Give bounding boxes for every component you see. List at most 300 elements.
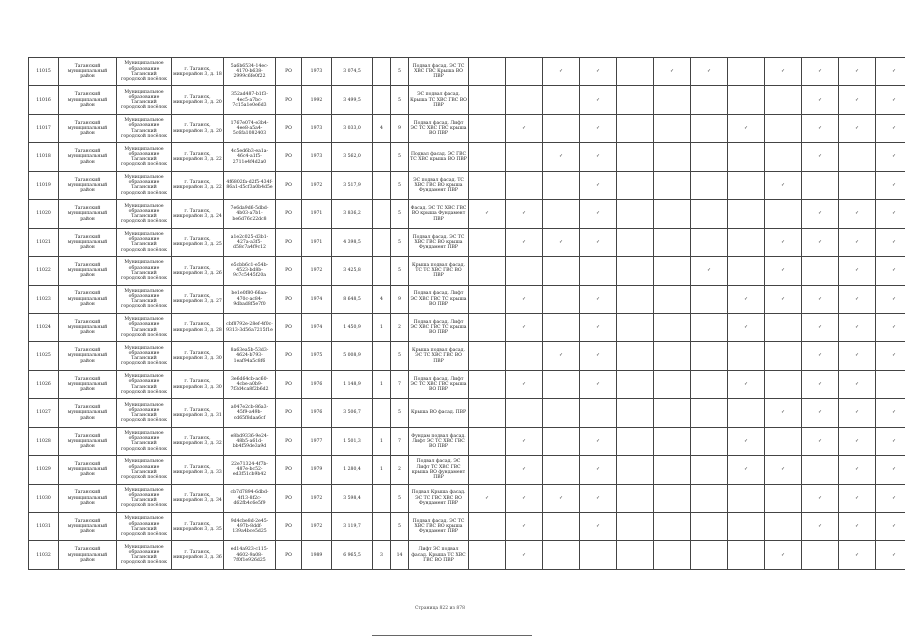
works-list: Подвал фасад. ЭС ТС ХВС ГВС ВО крыша Фундамент ПВР xyxy=(409,513,469,541)
empty-check-cell xyxy=(469,399,506,427)
empty-check-cell xyxy=(839,171,876,199)
empty-check-cell xyxy=(654,313,691,341)
empty-check-cell xyxy=(506,342,543,370)
district-name: Таганский муниципальный район xyxy=(59,342,117,370)
check-mark-icon: ✓ xyxy=(506,370,543,398)
area-value: 6 965,5 xyxy=(332,541,373,569)
check-mark-icon: ✓ xyxy=(580,370,617,398)
district-name: Таганский муниципальный район xyxy=(59,541,117,569)
empty-check-cell xyxy=(469,257,506,285)
house-guid: 4f6802fa-d2f5-434f-86a1-d5cf3a0b4d5e xyxy=(224,171,276,199)
empty-check-cell xyxy=(543,285,580,313)
empty-check-cell xyxy=(543,456,580,484)
works-list: Подвал фасад. ЭС ГВС ТС ХВС крыша ВО ПВР xyxy=(409,143,469,171)
empty-check-cell xyxy=(543,86,580,114)
row-number: 11022 xyxy=(29,257,59,285)
check-mark-icon: ✓ xyxy=(506,285,543,313)
check-mark-icon: ✓ xyxy=(802,228,839,256)
owner-name: Муниципальное образование Таганский городской посёлок xyxy=(117,200,172,228)
lifts-count xyxy=(373,228,391,256)
empty-check-cell xyxy=(728,143,765,171)
owner-name: Муниципальное образование Таганский городской посёлок xyxy=(117,513,172,541)
lifts-count: 3 xyxy=(373,541,391,569)
empty-check-cell xyxy=(876,370,905,398)
check-mark-icon: ✓ xyxy=(876,285,905,313)
table-row xyxy=(29,171,905,199)
works-list: Подвал Крыша фасад. ЭС ТС ГВС ХВС ВО Фундамент ПВР xyxy=(409,484,469,512)
row-number: 11024 xyxy=(29,313,59,341)
row-number: 11020 xyxy=(29,200,59,228)
empty-check-cell xyxy=(691,171,728,199)
works-list: Крыша подвал фасад. ТС ТС ХВС ГВС ВО ПВР xyxy=(409,257,469,285)
table-row xyxy=(29,342,905,370)
floors-count: 5 xyxy=(391,228,409,256)
area-value: 4 398,5 xyxy=(332,228,373,256)
lifts-count: 4 xyxy=(373,285,391,313)
check-mark-icon: ✓ xyxy=(802,143,839,171)
empty-check-cell xyxy=(654,171,691,199)
empty-check-cell xyxy=(691,513,728,541)
empty-check-cell xyxy=(691,370,728,398)
check-mark-icon: ✓ xyxy=(469,200,506,228)
empty-check-cell xyxy=(654,143,691,171)
empty-check-cell xyxy=(691,285,728,313)
form-code: РО xyxy=(276,228,302,256)
address: г. Таганск, микрорайон 3, д. 27 xyxy=(172,285,224,313)
row-number: 11015 xyxy=(29,58,59,86)
build-year: 1992 xyxy=(302,86,332,114)
check-mark-icon: ✓ xyxy=(839,86,876,114)
empty-check-cell xyxy=(802,257,839,285)
works-list: Подвал фасад. ЭС Лифт ТС ХВС ГВС крыша ВО фундамент ПВР xyxy=(409,456,469,484)
check-mark-icon: ✓ xyxy=(580,285,617,313)
check-mark-icon: ✓ xyxy=(839,342,876,370)
check-mark-icon: ✓ xyxy=(876,86,905,114)
row-number: 11028 xyxy=(29,427,59,455)
empty-check-cell xyxy=(506,399,543,427)
empty-check-cell xyxy=(543,541,580,569)
empty-check-cell xyxy=(543,257,580,285)
works-list: Подвал фасад. Лифт ЭС ТС ХВС ГВС крыша ВО ПВР xyxy=(409,114,469,142)
check-mark-icon: ✓ xyxy=(506,313,543,341)
owner-name: Муниципальное образование Таганский городской посёлок xyxy=(117,58,172,86)
empty-check-cell xyxy=(691,456,728,484)
table-row xyxy=(29,58,905,86)
empty-check-cell xyxy=(617,342,654,370)
empty-check-cell xyxy=(469,228,506,256)
works-list: Подвал фасад. Лифт ЭС ТС ХВС ГВС крыша ВО ПВР xyxy=(409,370,469,398)
empty-check-cell xyxy=(654,114,691,142)
row-number: 11021 xyxy=(29,228,59,256)
check-mark-icon: ✓ xyxy=(876,114,905,142)
check-mark-icon: ✓ xyxy=(802,427,839,455)
empty-check-cell xyxy=(617,171,654,199)
row-number: 11017 xyxy=(29,114,59,142)
check-mark-icon: ✓ xyxy=(839,456,876,484)
house-guid: 5a6b6534-14ec-4170-b638-2999c6fe0f22 xyxy=(224,58,276,86)
area-value: 1 148,9 xyxy=(332,370,373,398)
lifts-count: 1 xyxy=(373,456,391,484)
empty-check-cell xyxy=(469,342,506,370)
form-code: РО xyxy=(276,257,302,285)
lifts-count xyxy=(373,200,391,228)
check-mark-icon: ✓ xyxy=(580,200,617,228)
empty-check-cell xyxy=(691,313,728,341)
check-mark-icon: ✓ xyxy=(691,257,728,285)
empty-check-cell xyxy=(469,143,506,171)
owner-name: Муниципальное образование Таганский городской посёлок xyxy=(117,456,172,484)
empty-check-cell xyxy=(469,86,506,114)
check-mark-icon: ✓ xyxy=(876,342,905,370)
owner-name: Муниципальное образование Таганский городской посёлок xyxy=(117,541,172,569)
empty-check-cell xyxy=(728,86,765,114)
build-year: 1972 xyxy=(302,257,332,285)
check-mark-icon: ✓ xyxy=(802,200,839,228)
house-guid: 7e6da9d6-5dbd-4b03-a7b1-be6d76c22dc8 xyxy=(224,200,276,228)
check-mark-icon: ✓ xyxy=(765,285,802,313)
empty-check-cell xyxy=(469,541,506,569)
table-row xyxy=(29,541,905,569)
address: г. Таганск, микрорайон 3, д. 20 xyxy=(172,114,224,142)
area-value: 3 517,9 xyxy=(332,171,373,199)
house-guid: 352ad487-b1f3-4ec5-a7bc-7c15a1e0e6d3 xyxy=(224,86,276,114)
empty-check-cell xyxy=(543,200,580,228)
district-name: Таганский муниципальный район xyxy=(59,114,117,142)
floors-count: 2 xyxy=(391,456,409,484)
table-row xyxy=(29,86,905,114)
empty-check-cell xyxy=(469,114,506,142)
empty-check-cell xyxy=(802,456,839,484)
empty-check-cell xyxy=(506,257,543,285)
lifts-count: 1 xyxy=(373,427,391,455)
empty-check-cell xyxy=(728,58,765,86)
check-mark-icon: ✓ xyxy=(580,513,617,541)
works-list: Крыша ВО фасад. ПВР xyxy=(409,399,469,427)
house-guid: 8a63ea5b-53d3-4624-b793-1eaf94a5c8f6 xyxy=(224,342,276,370)
area-value: 3 506,7 xyxy=(332,399,373,427)
empty-check-cell xyxy=(617,285,654,313)
check-mark-icon: ✓ xyxy=(728,370,765,398)
check-mark-icon: ✓ xyxy=(691,58,728,86)
floors-count: 5 xyxy=(391,257,409,285)
check-mark-icon: ✓ xyxy=(802,285,839,313)
check-mark-icon: ✓ xyxy=(876,399,905,427)
district-name: Таганский муниципальный район xyxy=(59,427,117,455)
empty-check-cell xyxy=(728,257,765,285)
check-mark-icon: ✓ xyxy=(506,541,543,569)
check-mark-icon: ✓ xyxy=(802,114,839,142)
check-mark-icon: ✓ xyxy=(469,484,506,512)
empty-check-cell xyxy=(617,114,654,142)
check-mark-icon: ✓ xyxy=(839,370,876,398)
works-list: Крыша подвал фасад. ЭС ТС ХВС ГВС ВО ПВР xyxy=(409,342,469,370)
row-number: 11030 xyxy=(29,484,59,512)
form-code: РО xyxy=(276,313,302,341)
form-code: РО xyxy=(276,285,302,313)
works-list: Подвал фасад. Лифт ЭС ХВС ГВС ТС крыша ВО ПВР xyxy=(409,285,469,313)
build-year: 1971 xyxy=(302,228,332,256)
area-value: 1 501,3 xyxy=(332,427,373,455)
check-mark-icon: ✓ xyxy=(580,143,617,171)
check-mark-icon: ✓ xyxy=(839,228,876,256)
works-list: Подвал фасад. Лифт ЭС ХВС ГВС ТС крыша ВО ПВР xyxy=(409,313,469,341)
empty-check-cell xyxy=(617,513,654,541)
table-row xyxy=(29,370,905,398)
check-mark-icon: ✓ xyxy=(839,427,876,455)
check-mark-icon: ✓ xyxy=(506,456,543,484)
check-mark-icon: ✓ xyxy=(876,200,905,228)
form-code: РО xyxy=(276,484,302,512)
check-mark-icon: ✓ xyxy=(839,513,876,541)
check-mark-icon: ✓ xyxy=(580,342,617,370)
empty-check-cell xyxy=(617,541,654,569)
build-year: 1979 xyxy=(302,456,332,484)
row-number: 11026 xyxy=(29,370,59,398)
district-name: Таганский муниципальный район xyxy=(59,285,117,313)
empty-check-cell xyxy=(506,171,543,199)
floors-count: 5 xyxy=(391,143,409,171)
empty-check-cell xyxy=(839,143,876,171)
check-mark-icon: ✓ xyxy=(765,58,802,86)
address: г. Таганск, микрорайон 3, д. 36 xyxy=(172,541,224,569)
empty-check-cell xyxy=(654,427,691,455)
owner-name: Муниципальное образование Таганский городской посёлок xyxy=(117,399,172,427)
district-name: Таганский муниципальный район xyxy=(59,171,117,199)
build-year: 1973 xyxy=(302,58,332,86)
row-number: 11019 xyxy=(29,171,59,199)
address: г. Таганск, микрорайон 3, д. 24 xyxy=(172,200,224,228)
empty-check-cell xyxy=(617,257,654,285)
table-row xyxy=(29,313,905,341)
district-name: Таганский муниципальный район xyxy=(59,399,117,427)
house-guid: a047e2cb-86a3-45f9-a49b-cd65f8daa6cf xyxy=(224,399,276,427)
owner-name: Муниципальное образование Таганский городской посёлок xyxy=(117,114,172,142)
area-value: 3 598,4 xyxy=(332,484,373,512)
check-mark-icon: ✓ xyxy=(728,427,765,455)
floors-count: 2 xyxy=(391,313,409,341)
empty-check-cell xyxy=(469,285,506,313)
empty-check-cell xyxy=(728,200,765,228)
district-name: Таганский муниципальный район xyxy=(59,370,117,398)
check-mark-icon: ✓ xyxy=(876,427,905,455)
district-name: Таганский муниципальный район xyxy=(59,313,117,341)
build-year: 1977 xyxy=(302,427,332,455)
floors-count: 9 xyxy=(391,285,409,313)
owner-name: Муниципальное образование Таганский городской посёлок xyxy=(117,228,172,256)
lifts-count xyxy=(373,342,391,370)
floors-count: 5 xyxy=(391,58,409,86)
check-mark-icon: ✓ xyxy=(876,228,905,256)
register-table xyxy=(28,57,905,570)
form-code: РО xyxy=(276,143,302,171)
check-mark-icon: ✓ xyxy=(839,399,876,427)
check-mark-icon: ✓ xyxy=(839,58,876,86)
build-year: 1972 xyxy=(302,484,332,512)
check-mark-icon: ✓ xyxy=(543,484,580,512)
check-mark-icon: ✓ xyxy=(765,171,802,199)
empty-check-cell xyxy=(765,313,802,341)
empty-check-cell xyxy=(691,427,728,455)
district-name: Таганский муниципальный район xyxy=(59,456,117,484)
check-mark-icon: ✓ xyxy=(765,399,802,427)
address: г. Таганск, микрорайон 3, д. 30 xyxy=(172,342,224,370)
check-mark-icon: ✓ xyxy=(802,370,839,398)
table-row xyxy=(29,427,905,455)
empty-check-cell xyxy=(469,370,506,398)
empty-check-cell xyxy=(765,114,802,142)
empty-check-cell xyxy=(654,370,691,398)
check-mark-icon: ✓ xyxy=(839,285,876,313)
check-mark-icon: ✓ xyxy=(802,513,839,541)
lifts-count xyxy=(373,143,391,171)
lifts-count: 4 xyxy=(373,114,391,142)
check-mark-icon: ✓ xyxy=(876,143,905,171)
check-mark-icon: ✓ xyxy=(876,513,905,541)
works-list: Подвал фасад. ЭС ТС ХВС ГВС Крыша ВО ПВР xyxy=(409,58,469,86)
address: г. Таганск, микрорайон 3, д. 34 xyxy=(172,484,224,512)
check-mark-icon: ✓ xyxy=(543,228,580,256)
empty-check-cell xyxy=(691,541,728,569)
house-guid: 9d4cbe8d-2e45-497b-8ddf-139a4bce5d25 xyxy=(224,513,276,541)
owner-name: Муниципальное образование Таганский городской посёлок xyxy=(117,257,172,285)
row-number: 11029 xyxy=(29,456,59,484)
area-value: 3 562,0 xyxy=(332,143,373,171)
empty-check-cell xyxy=(469,58,506,86)
owner-name: Муниципальное образование Таганский городской посёлок xyxy=(117,86,172,114)
area-value: 8 648,5 xyxy=(332,285,373,313)
lifts-count xyxy=(373,513,391,541)
form-code: РО xyxy=(276,86,302,114)
floors-count: 9 xyxy=(391,114,409,142)
row-number: 11031 xyxy=(29,513,59,541)
table-row xyxy=(29,513,905,541)
area-value: 3 033,0 xyxy=(332,114,373,142)
address: г. Таганск, микрорайон 3, д. 20 xyxy=(172,86,224,114)
empty-check-cell xyxy=(654,228,691,256)
lifts-count xyxy=(373,484,391,512)
address: г. Таганск, микрорайон 3, д. 33 xyxy=(172,456,224,484)
lifts-count xyxy=(373,58,391,86)
build-year: 1974 xyxy=(302,285,332,313)
house-guid: 22e71324-4f7b-487e-bc52-ed3f51cb9b42 xyxy=(224,456,276,484)
build-year: 1971 xyxy=(302,200,332,228)
check-mark-icon: ✓ xyxy=(580,114,617,142)
check-mark-icon: ✓ xyxy=(802,484,839,512)
empty-check-cell xyxy=(543,399,580,427)
table-row xyxy=(29,143,905,171)
address: г. Таганск, микрорайон 3, д. 28 xyxy=(172,313,224,341)
empty-check-cell xyxy=(765,484,802,512)
empty-check-cell xyxy=(654,484,691,512)
empty-check-cell xyxy=(765,342,802,370)
check-mark-icon: ✓ xyxy=(876,541,905,569)
table-row xyxy=(29,285,905,313)
check-mark-icon: ✓ xyxy=(580,313,617,341)
check-mark-icon: ✓ xyxy=(765,456,802,484)
lifts-count xyxy=(373,399,391,427)
check-mark-icon: ✓ xyxy=(765,228,802,256)
district-name: Таганский муниципальный район xyxy=(59,228,117,256)
district-name: Таганский муниципальный район xyxy=(59,257,117,285)
table-row xyxy=(29,257,905,285)
check-mark-icon: ✓ xyxy=(580,58,617,86)
house-guid: 1767e074-e3b4-4ee8-a5a4-5c6fa1082403 xyxy=(224,114,276,142)
empty-check-cell xyxy=(728,513,765,541)
area-value: 1 280,4 xyxy=(332,456,373,484)
empty-check-cell xyxy=(506,143,543,171)
empty-check-cell xyxy=(691,399,728,427)
check-mark-icon: ✓ xyxy=(839,257,876,285)
empty-check-cell xyxy=(543,370,580,398)
house-guid: e5cbb6c1-e54b-4523-bd8b-9c7c5445f20a xyxy=(224,257,276,285)
empty-check-cell xyxy=(543,427,580,455)
owner-name: Муниципальное образование Таганский городской посёлок xyxy=(117,171,172,199)
check-mark-icon: ✓ xyxy=(876,484,905,512)
empty-check-cell xyxy=(543,171,580,199)
owner-name: Муниципальное образование Таганский городской посёлок xyxy=(117,342,172,370)
owner-name: Муниципальное образование Таганский городской посёлок xyxy=(117,143,172,171)
empty-check-cell xyxy=(654,399,691,427)
empty-check-cell xyxy=(765,513,802,541)
check-mark-icon: ✓ xyxy=(580,456,617,484)
empty-check-cell xyxy=(617,313,654,341)
address: г. Таганск, микрорайон 3, д. 18 xyxy=(172,58,224,86)
form-code: РО xyxy=(276,541,302,569)
form-code: РО xyxy=(276,370,302,398)
form-code: РО xyxy=(276,200,302,228)
address: г. Таганск, микрорайон 3, д. 31 xyxy=(172,399,224,427)
page-footer: Страница 822 из 878 xyxy=(415,606,465,611)
check-mark-icon: ✓ xyxy=(728,285,765,313)
lifts-count xyxy=(373,86,391,114)
empty-check-cell xyxy=(654,200,691,228)
area-value: 3 074,5 xyxy=(332,58,373,86)
check-mark-icon: ✓ xyxy=(765,541,802,569)
empty-check-cell xyxy=(506,58,543,86)
empty-check-cell xyxy=(691,143,728,171)
form-code: РО xyxy=(276,427,302,455)
district-name: Таганский муниципальный район xyxy=(59,200,117,228)
build-year: 1976 xyxy=(302,399,332,427)
row-number: 11016 xyxy=(29,86,59,114)
check-mark-icon: ✓ xyxy=(580,427,617,455)
form-code: РО xyxy=(276,399,302,427)
district-name: Таганский муниципальный район xyxy=(59,143,117,171)
build-year: 1973 xyxy=(302,143,332,171)
empty-check-cell xyxy=(802,171,839,199)
build-year: 1972 xyxy=(302,171,332,199)
empty-check-cell xyxy=(580,399,617,427)
owner-name: Муниципальное образование Таганский городской посёлок xyxy=(117,427,172,455)
check-mark-icon: ✓ xyxy=(506,484,543,512)
form-code: РО xyxy=(276,456,302,484)
build-year: 1974 xyxy=(302,313,332,341)
empty-check-cell xyxy=(654,86,691,114)
table-row xyxy=(29,200,905,228)
works-list: ЭС подвал фасад. Крыша ТС ХВС ГВС ВО ПВР xyxy=(409,86,469,114)
check-mark-icon: ✓ xyxy=(506,513,543,541)
check-mark-icon: ✓ xyxy=(506,427,543,455)
check-mark-icon: ✓ xyxy=(876,313,905,341)
house-guid: 3e6d64cb-ac60-4cbe-a0b9-7f3d4ca8f2b6d2 xyxy=(224,370,276,398)
house-guid: be1e0f80-66aa-470c-ac84-9dbad8f5e7f0 xyxy=(224,285,276,313)
empty-check-cell xyxy=(543,313,580,341)
empty-check-cell xyxy=(654,285,691,313)
form-code: РО xyxy=(276,114,302,142)
area-value: 3 836,2 xyxy=(332,200,373,228)
address: г. Таганск, микрорайон 3, д. 26 xyxy=(172,257,224,285)
table-row xyxy=(29,456,905,484)
